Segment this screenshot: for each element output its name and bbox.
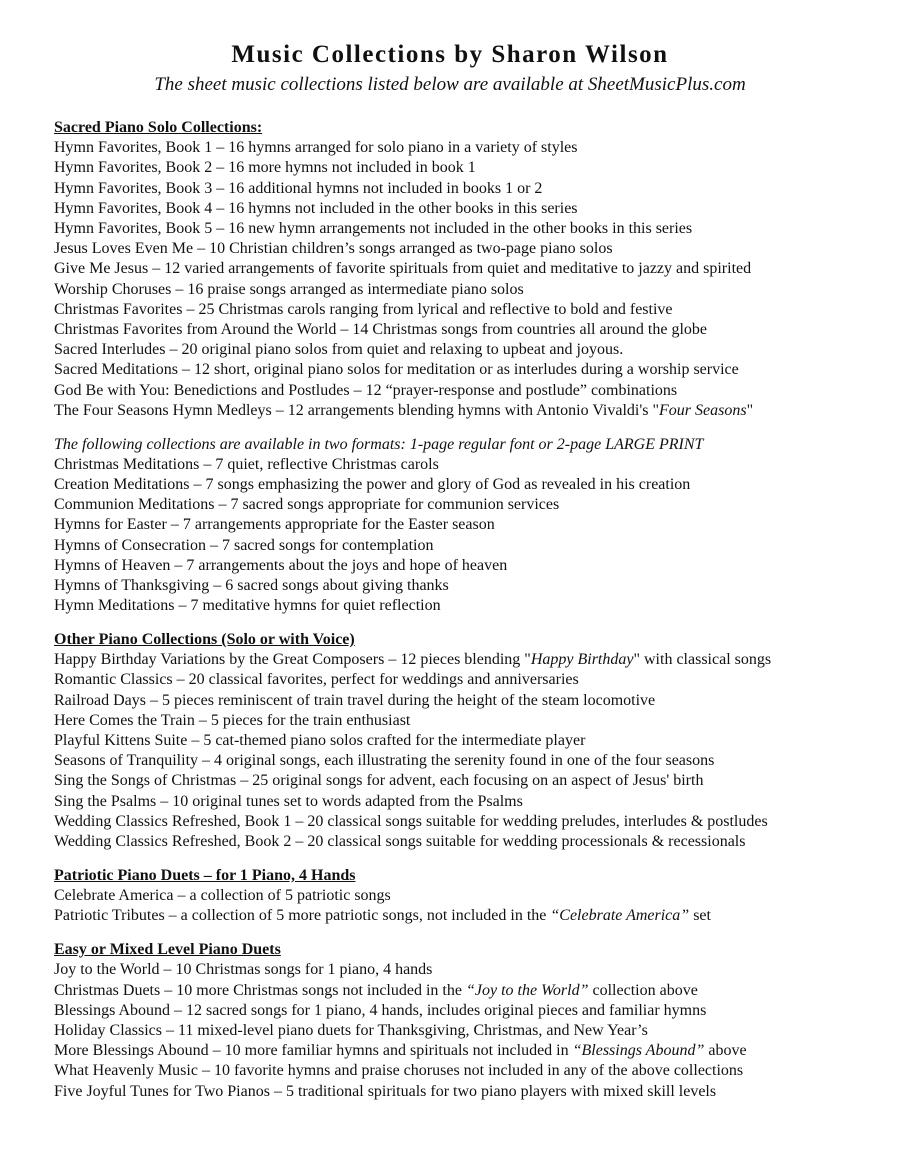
italic-title: Happy Birthday	[530, 651, 634, 669]
list-item: Hymn Favorites, Book 1 – 16 hymns arranged for solo piano in a variety of styles	[54, 139, 578, 157]
list-item: Worship Choruses – 16 praise songs arranged as intermediate piano solos	[54, 280, 524, 298]
list-item-christmas-duets	[54, 981, 894, 1001]
list-item: Wedding Classics Refreshed, Book 1 – 20 classical songs suitable for wedding preludes, interludes & postludes	[54, 812, 768, 830]
text-segment: above	[704, 1042, 747, 1060]
list-item: Give Me Jesus – 12 varied arrangements of favorite spirituals from quiet and meditative to jazzy and spirited	[54, 260, 752, 278]
section-heading-other: Other Piano Collections (Solo or with Voice)	[54, 631, 355, 649]
list-item: Hymn Favorites, Book 5 – 16 new hymn arrangements not included in the other books in this series	[54, 220, 693, 238]
list-item: Hymns of Consecration – 7 sacred songs for contemplation	[54, 536, 434, 554]
list-item: Hymn Favorites, Book 2 – 16 more hymns not included in book 1	[54, 159, 476, 177]
list-item: Seasons of Tranquility – 4 original songs, each illustrating the serenity found in one of the four seasons	[54, 752, 715, 770]
list-item: Joy to the World – 10 Christmas songs for 1 piano, 4 hands	[54, 961, 433, 979]
format-note: The following collections are available in two formats: 1-page regular font or 2-page LARGE PRINT	[54, 435, 704, 453]
list-item: Hymn Meditations – 7 meditative hymns for quiet reflection	[54, 597, 441, 615]
list-item: Railroad Days – 5 pieces reminiscent of train travel during the height of the steam locomotive	[54, 691, 656, 709]
list-item: Holiday Classics – 11 mixed-level piano duets for Thanksgiving, Christmas, and New Year’s	[54, 1021, 648, 1039]
text-segment: "	[746, 401, 754, 419]
list-item: Hymns of Heaven – 7 arrangements about the joys and hope of heaven	[54, 556, 508, 574]
list-item: Hymn Favorites, Book 3 – 16 additional hymns not included in books 1 or 2	[54, 179, 543, 197]
list-item: God Be with You: Benedictions and Postludes – 12 “prayer-response and postlude” combinations	[54, 381, 678, 399]
list-item: Hymns of Thanksgiving – 6 sacred songs about giving thanks	[54, 577, 449, 595]
list-item: Playful Kittens Suite – 5 cat-themed piano solos crafted for the intermediate player	[54, 732, 586, 750]
text-segment: " with classical songs	[633, 651, 772, 669]
text-segment: Christmas Duets – 10 more Christmas songs not included in the	[54, 981, 466, 999]
italic-title: “Celebrate America”	[550, 907, 690, 925]
text-segment: The Four Seasons Hymn Medleys – 12 arrangements blending hymns with Antonio Vivaldi's "	[54, 401, 659, 419]
list-item: Blessings Abound – 12 sacred songs for 1 piano, 4 hands, includes original pieces and familiar hymns	[54, 1001, 707, 1019]
text-segment: collection above	[588, 981, 698, 999]
list-item: Christmas Meditations – 7 quiet, reflective Christmas carols	[54, 455, 439, 473]
collections-list	[54, 118, 894, 1102]
list-item: Wedding Classics Refreshed, Book 2 – 20 classical songs suitable for wedding processionals & recessionals	[54, 833, 746, 851]
text-segment: Happy Birthday Variations by the Great Composers – 12 pieces blending "	[54, 651, 531, 669]
list-item: Sing the Songs of Christmas – 25 original songs for advent, each focusing on an aspect of Jesus' birth	[54, 772, 704, 790]
list-item: Here Comes the Train – 5 pieces for the train enthusiast	[54, 711, 411, 729]
list-item: Christmas Favorites from Around the World – 14 Christmas songs from countries all around the globe	[54, 321, 707, 339]
list-item: Sing the Psalms – 10 original tunes set to words adapted from the Psalms	[54, 792, 523, 810]
list-item-four-seasons	[54, 401, 894, 421]
page-title: Music Collections by Sharon Wilson	[231, 41, 669, 68]
italic-title: Four Seasons	[659, 401, 747, 419]
section-heading-patriotic: Patriotic Piano Duets – for 1 Piano, 4 Hands	[54, 866, 356, 884]
page-subtitle: The sheet music collections listed below are available at SheetMusicPlus.com	[154, 74, 746, 95]
list-item-more-blessings	[54, 1041, 894, 1061]
list-item-patriotic-tributes	[54, 906, 894, 926]
list-item: Creation Meditations – 7 songs emphasizing the power and glory of God as revealed in his creation	[54, 476, 691, 494]
list-item: Sacred Interludes – 20 original piano solos from quiet and relaxing to upbeat and joyous.	[54, 341, 624, 359]
section-heading-sacred: Sacred Piano Solo Collections:	[54, 119, 263, 136]
list-item: Jesus Loves Even Me – 10 Christian children’s songs arranged as two-page piano solos	[54, 240, 613, 258]
list-item-happy-birthday	[54, 650, 894, 670]
list-item: What Heavenly Music – 10 favorite hymns and praise choruses not included in any of the above collections	[54, 1062, 744, 1080]
text-segment: set	[689, 907, 711, 925]
list-item: Sacred Meditations – 12 short, original piano solos for meditation or as interludes during a worship service	[54, 361, 739, 379]
list-item: Communion Meditations – 7 sacred songs appropriate for communion services	[54, 496, 560, 514]
list-item: Hymns for Easter – 7 arrangements appropriate for the Easter season	[54, 516, 495, 534]
text-segment: More Blessings Abound – 10 more familiar hymns and spirituals not included in	[54, 1042, 573, 1060]
list-item: Five Joyful Tunes for Two Pianos – 5 traditional spirituals for two piano players with mixed skill levels	[54, 1082, 717, 1100]
section-heading-duets: Easy or Mixed Level Piano Duets	[54, 941, 281, 959]
list-item: Romantic Classics – 20 classical favorites, perfect for weddings and anniversaries	[54, 671, 579, 689]
list-item: Christmas Favorites – 25 Christmas carols ranging from lyrical and reflective to bold and festive	[54, 300, 673, 318]
text-segment: Patriotic Tributes – a collection of 5 more patriotic songs, not included in the	[54, 907, 551, 925]
italic-title: “Blessings Abound”	[572, 1042, 705, 1060]
italic-title: “Joy to the World”	[465, 981, 589, 999]
list-item: Hymn Favorites, Book 4 – 16 hymns not included in the other books in this series	[54, 199, 578, 217]
list-item: Celebrate America – a collection of 5 patriotic songs	[54, 887, 391, 905]
